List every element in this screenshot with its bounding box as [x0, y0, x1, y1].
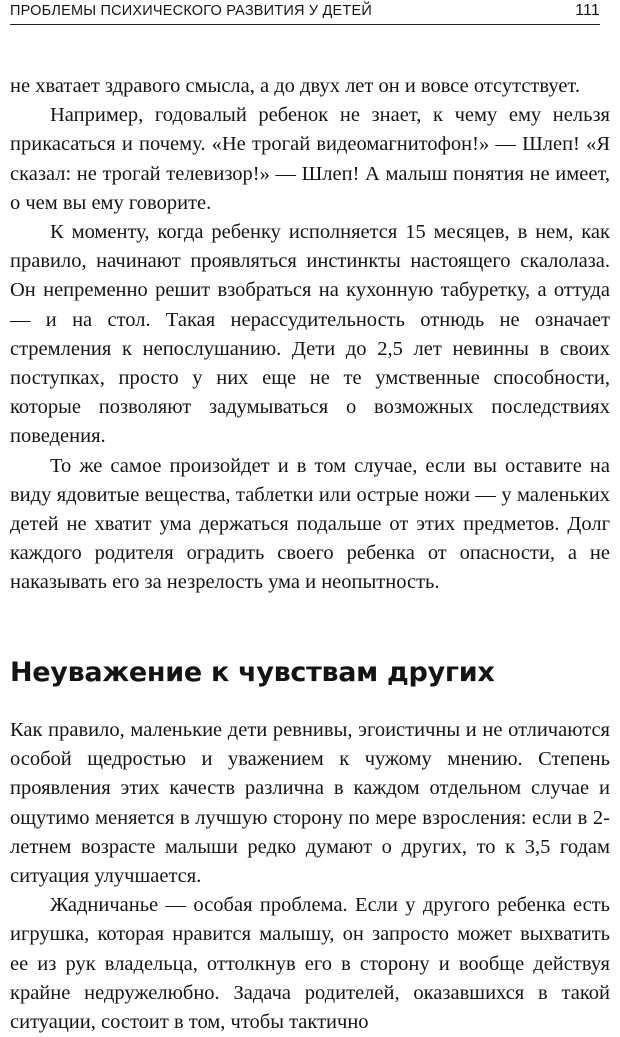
page-number: 111: [575, 2, 600, 19]
section-heading: Неуважение к чувствам других: [10, 657, 495, 688]
paragraph: К моменту, когда ребенку исполняется 15 месяцев, в нем, как правило, начинают проявляться инстинкты настоящего скалолаза. Он непременно решит взобраться на кухонную табуретку, а оттуда — и на стол. Такая нерассудительность отнюдь не означает стремления к непослушанию. Дети до 2,5 лет невинны в своих поступках, просто у них еще не те умственные способности, которые позволяют задумываться о возможных последствиях поведения.: [10, 221, 610, 448]
running-header: [10, 0, 600, 25]
paragraph-continued: не хватает здравого смысла, а до двух лет он и вовсе отсутствует.: [10, 75, 580, 97]
section-2-text: [10, 716, 610, 1037]
paragraph: Как правило, маленькие дети ревнивы, эгоистичны и не отличаются особой щедростью и уважением к чужому мнению. Степень проявления этих качеств различна в каждом отдельном случае и ощутимо меняется в лучшую сторону по мере взросления: если в 2-летнем возрасте малыши редко думают о других, то к 3,5 годам ситуация улучшается.: [10, 719, 610, 888]
paragraph: То же самое произойдет и в том случае, если вы оставите на виду ядовитые вещества, таблетки или острые ножи — у маленьких детей не хватит ума держаться подальше от этих предметов. Долг каждого родителя оградить своего ребенка от опасности, а не наказывать его за незрелость ума и неопытность.: [10, 454, 610, 594]
paragraph: Например, годовалый ребенок не знает, к чему ему нельзя прикасаться и почему. «Не трогай видеомагнитофон!» — Шлеп! «Я сказал: не трогай телевизор!» — Шлеп! А малыш понятия не имеет, о чем вы ему говорите.: [10, 104, 610, 214]
section-1-text: [10, 72, 610, 598]
running-title: ПРОБЛЕМЫ ПСИХИЧЕСКОГО РАЗВИТИЯ У ДЕТЕЙ: [10, 3, 372, 19]
paragraph: Жадничанье — особая проблема. Если у другого ребенка есть игрушка, которая нравится малышу, он запросто может выхватить ее из рук владельца, оттолкнув его в сторону и вообще действуя крайне недружелюбно. Задача родителей, оказавшихся в такой ситуации, состоит в том, чтобы тактично: [10, 894, 610, 1034]
